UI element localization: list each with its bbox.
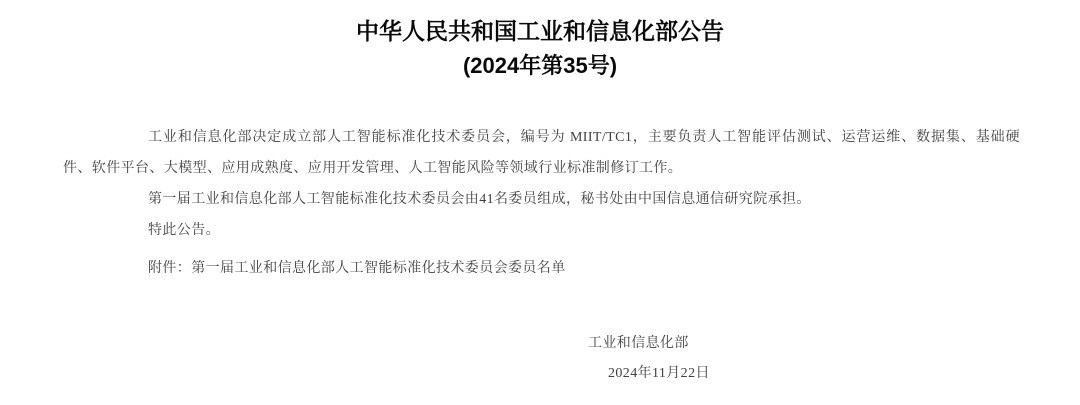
document-body xyxy=(63,122,1020,389)
paragraph-committee-members: 第一届工业和信息化部人工智能标准化技术委员会由41名委员组成，秘书处由中国信息通信研究院承担。 xyxy=(148,192,811,207)
paragraph-closing: 特此公告。 xyxy=(148,223,220,238)
attachment-link[interactable]: 附件：第一届工业和信息化部人工智能标准化技术委员会委员名单 xyxy=(148,261,566,276)
signature-block xyxy=(63,329,1020,389)
paragraph-committee-establishment: 工业和信息化部决定成立部人工智能标准化技术委员会，编号为 MIIT/TC1，主要负责人工智能评估测试、运营运维、数据集、基础硬件、软件平台、大模型、应用成熟度、应用开发管理、人工智能风险等领域行业标准制修订工作。 xyxy=(63,130,1020,176)
signature-issuer: 工业和信息化部 xyxy=(588,336,689,351)
signature-date: 2024年11月22日 xyxy=(608,366,710,381)
document-number: (2024年第35号) xyxy=(462,53,618,78)
document-title: 中华人民共和国工业和信息化部公告 xyxy=(356,18,724,44)
